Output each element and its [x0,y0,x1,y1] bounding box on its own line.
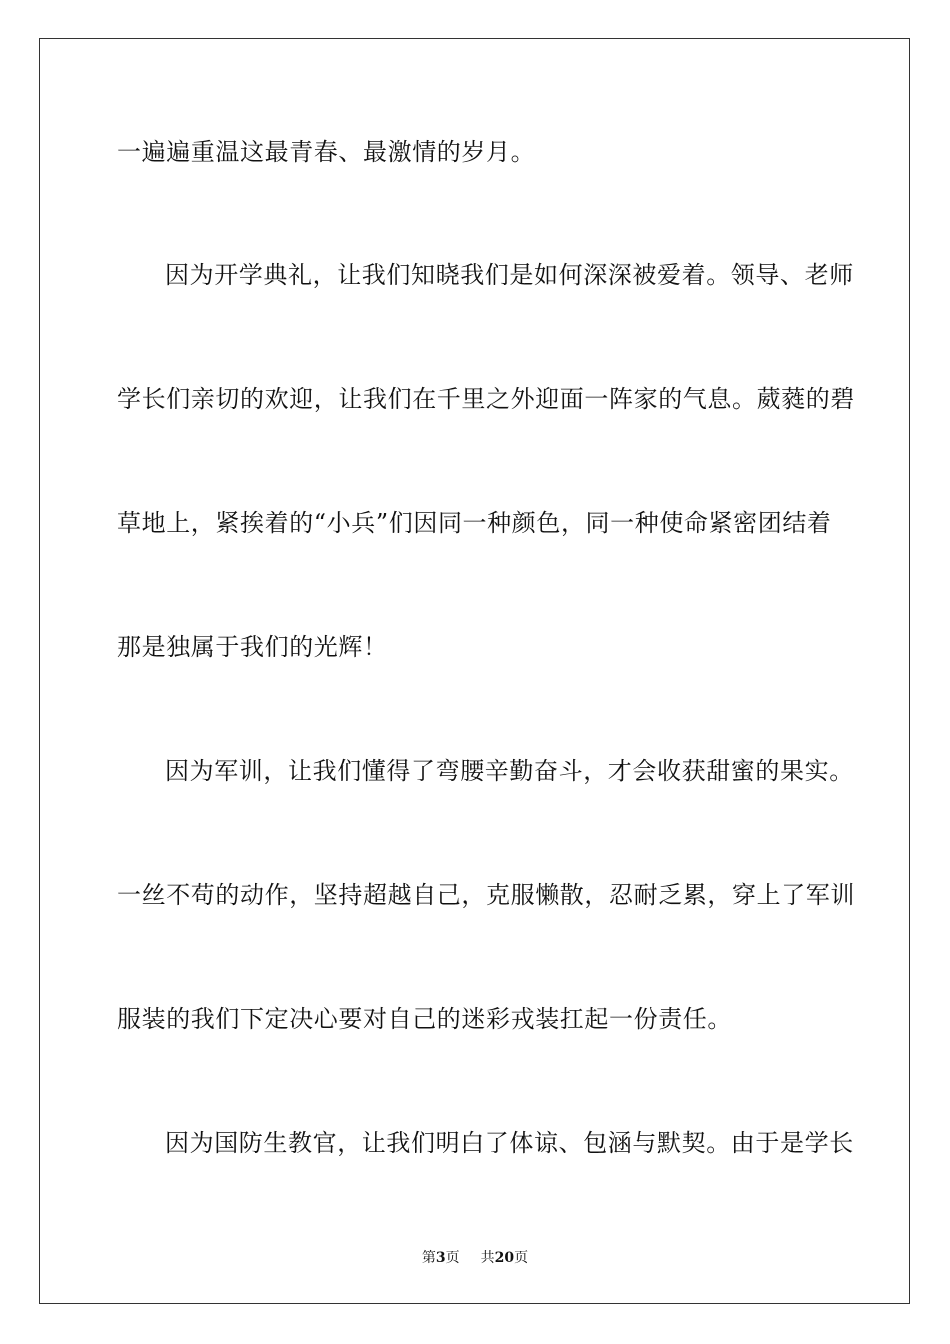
page-prefix: 第 [421,1250,436,1266]
page-label [422,1247,460,1267]
total-prefix: 共 [480,1250,495,1266]
total-pages: 20 [494,1250,515,1266]
text-line-5: 那是独属于我们的光辉！ [117,633,388,661]
total-label [481,1247,528,1267]
text-line-7: 一丝不苟的动作，坚持超越自己，克服懒散，忍耐乏累，穿上了军训 [117,881,855,909]
text-line-6: 因为军训，让我们懂得了弯腰辛勤奋斗，才会收获甜蜜的果实。 [165,757,854,785]
text-line-1: 一遍遍重温这最青春、最激情的岁月。 [117,138,536,166]
text-line-9: 因为国防生教官，让我们明白了体谅、包涵与默契。由于是学长 [165,1129,854,1157]
text-line-3: 学长们亲切的欢迎，让我们在千里之外迎面一阵家的气息。葳蕤的碧 [117,385,855,413]
page-number: 3 [435,1250,446,1266]
page-suffix: 页 [445,1250,460,1266]
text-line-4: 草地上，紧挨着的“小兵”们因同一种颜色，同一种使命紧密团结着 [117,509,832,537]
total-suffix: 页 [514,1250,529,1266]
text-line-2: 因为开学典礼，让我们知晓我们是如何深深被爱着。领导、老师 [165,261,854,289]
text-line-8: 服装的我们下定决心要对自己的迷彩戎装扛起一份责任。 [117,1005,732,1033]
page-border [39,38,910,1304]
page-footer [0,1247,950,1267]
